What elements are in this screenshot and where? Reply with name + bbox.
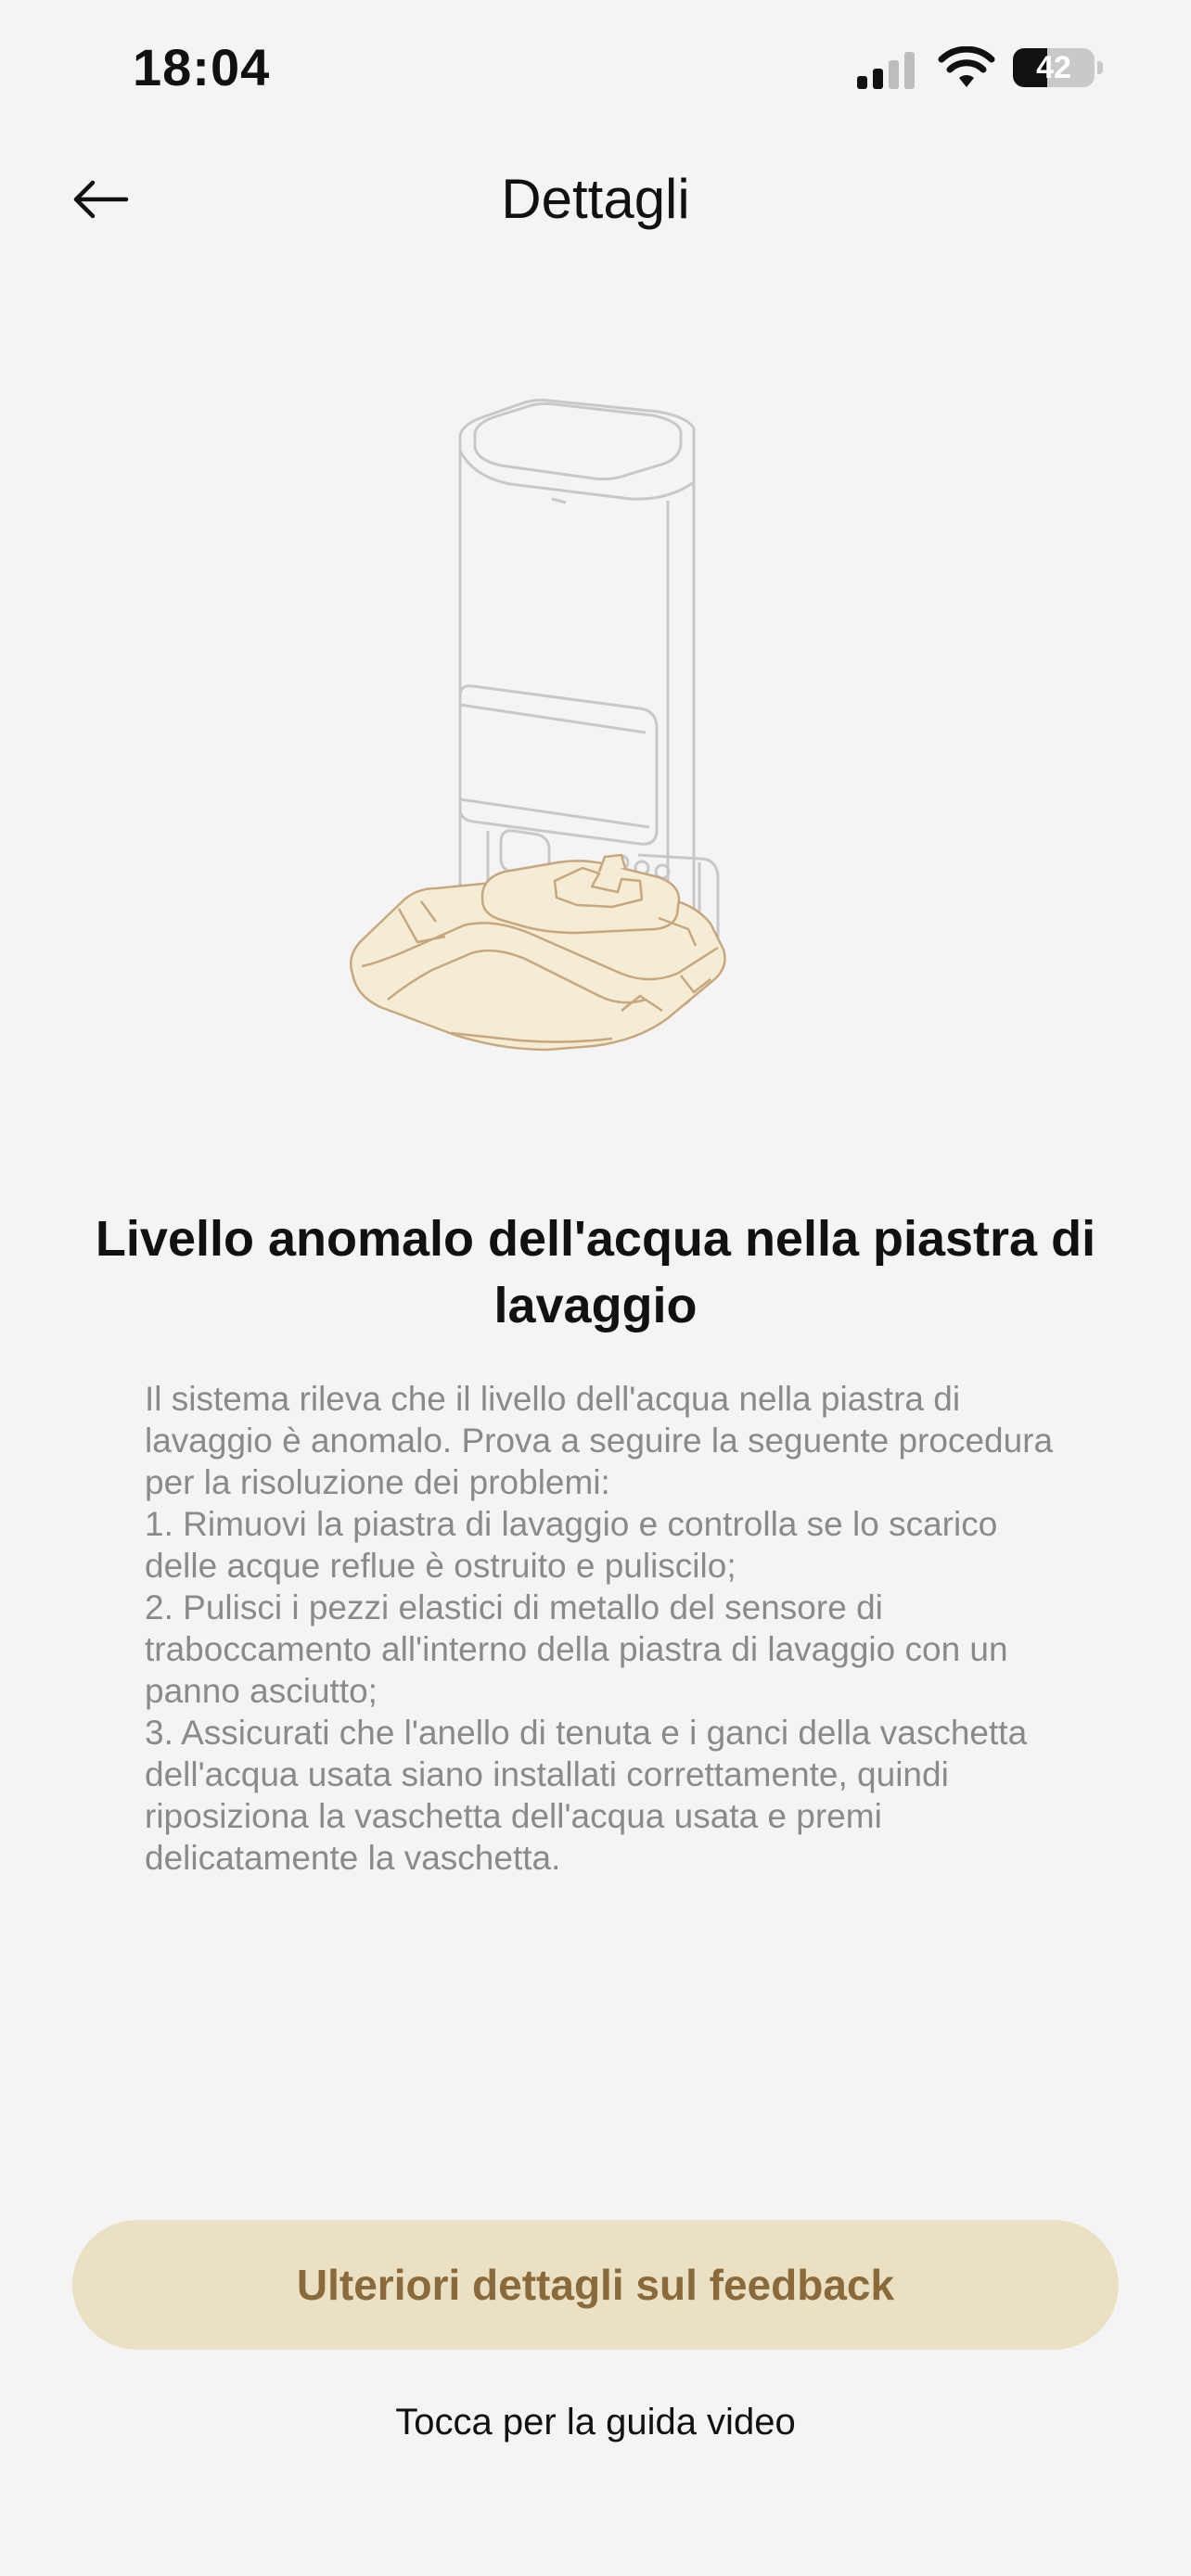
error-title: Livello anomalo dell'acqua nella piastra di lavaggio [95,1211,1096,1333]
status-time: 18:04 [133,38,271,96]
battery-level: 42 [1036,50,1071,85]
robot-base-station-illustration [343,380,826,1057]
nav-bar [0,139,1191,260]
error-description: Il sistema rileva che il livello dell'acqua nella piastra di lavaggio è anomalo. Prova a seguire la seguente procedura per la risoluzione dei problemi: 1. Rimuovi la piastra di lavaggio e controlla se lo scarico delle acque reflue è ostruito e puliscilo; 2. Pulisci i pezzi elastici di metallo del sensore di traboccamento all'interno della piastra di lavaggio con un panno asciutto; 3. Assicurati che l'anello di tenuta e i ganci della vaschetta dell'acqua usata siano installati correttamente, quindi riposiziona la vaschetta dell'acqua usata e premi delicatamente la vaschetta. [145,1380,1054,1877]
battery-cap [1097,61,1103,74]
page-title: Dettagli [501,168,690,230]
feedback-details-button[interactable]: Ulteriori dettagli sul feedback [72,2220,1119,2350]
cellular-signal-icon [855,52,920,89]
battery-icon [1013,48,1095,87]
video-guide-link[interactable]: Tocca per la guida video [395,2402,796,2442]
wifi-icon [937,46,996,89]
status-bar [0,0,1191,139]
